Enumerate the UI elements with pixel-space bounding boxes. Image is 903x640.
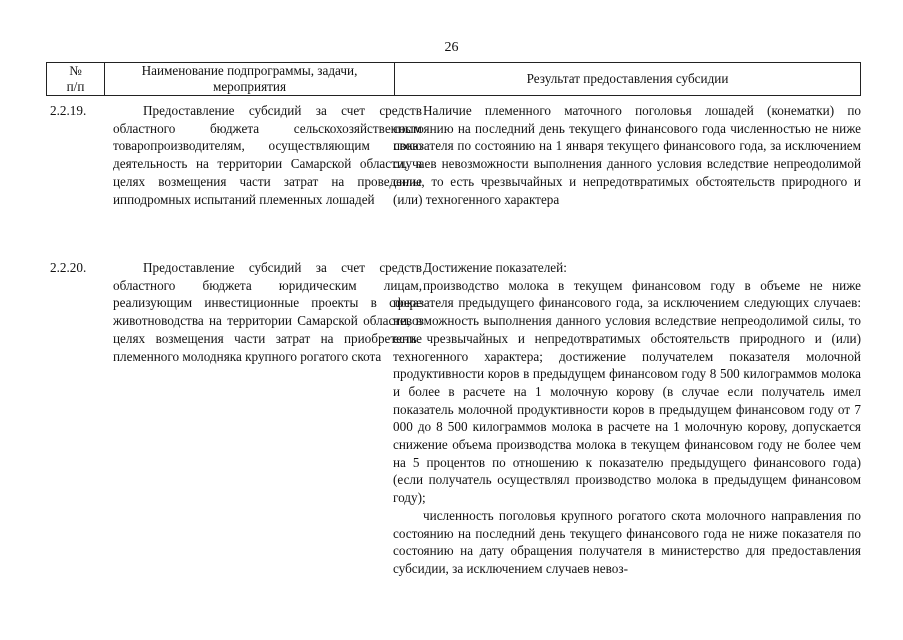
result-paragraph: Наличие племенного маточного поголовья лошадей (конематки) по состоянию на последний день текущего финансового года численностью не ниже показателя по состоянию на 1 января текущего финансового года, за исключением случаев невозможности выполнения данного условия вследствие непреодолимой силы, то есть чрезвычайных и непредотвратимых обстоятельств природного и (или) техногенного характера [393, 103, 861, 207]
result-paragraph: производство молока в текущем финансовом году в объеме не ниже показателя предыдущего финансового года, за исключением следующих случаев: невозможность выполнения данного условия вследствие непреодолимой силы, то есть чрезвычайных и непредотвратимых обстоятельств природного и (или) техногенного характера; достижение получателем показателя молочной продуктивности коров в предыдущем финансовом году 8 500 килограммов молока и более в расчете на 1 молочную корову (в случае если получатель имел показатель молочной продуктивности коров в предыдущем финансовом году от 7 000 до 8 500 килограммов молока в расчете на 1 молочную корову, допускается снижение объема производства молока в текущем финансовом году не более чем на 5 процентов по отношению к показателю предыдущего финансового года) (если получатель осуществлял производство молока в предыдущем финансовом году); [393, 277, 861, 506]
row-name-text: Предоставление субсидий за счет средств областного бюджета сельскохозяйственным товаропроизводителям, осуществляющим свою деятельность на территории Самарской области, в целях возмещения части затрат на проведение ипподромных испытаний племенных лошадей [113, 103, 422, 207]
header-num-cell [47, 63, 105, 96]
header-name-label: Наименование подпрограммы, задачи, [141, 63, 358, 78]
row-name [113, 259, 422, 365]
header-name-sub: мероприятия [212, 79, 287, 94]
result-paragraph: Достижение показателей: [423, 260, 567, 275]
row-number: 2.2.19. [50, 103, 87, 118]
page-number: 26 [444, 40, 459, 55]
header-name-cell [105, 63, 395, 96]
row-name-text: Предоставление субсидий за счет средств областного бюджета юридическим лицам, реализующим инвестиционные проекты в сфере животноводства на территории Самарской области, в целях возмещения части затрат на приобретение племенного молодняка крупного рогатого скота [113, 260, 422, 364]
header-num-label: № [69, 63, 82, 78]
table-header [46, 62, 861, 96]
header-num-sub: п/п [66, 79, 85, 94]
row-result [393, 102, 861, 208]
result-paragraph: численность поголовья крупного рогатого скота молочного направления по состоянию на последний день текущего финансового года не ниже показателя по состоянию на дату обращения получателя в министерство для предоставления субсидии, за исключением случаев невоз- [393, 507, 861, 576]
row-number: 2.2.20. [50, 260, 87, 275]
header-result-cell [395, 63, 861, 96]
row-result [393, 259, 861, 578]
header-result-label: Результат предоставления субсидии [526, 71, 729, 86]
row-name [113, 102, 422, 208]
